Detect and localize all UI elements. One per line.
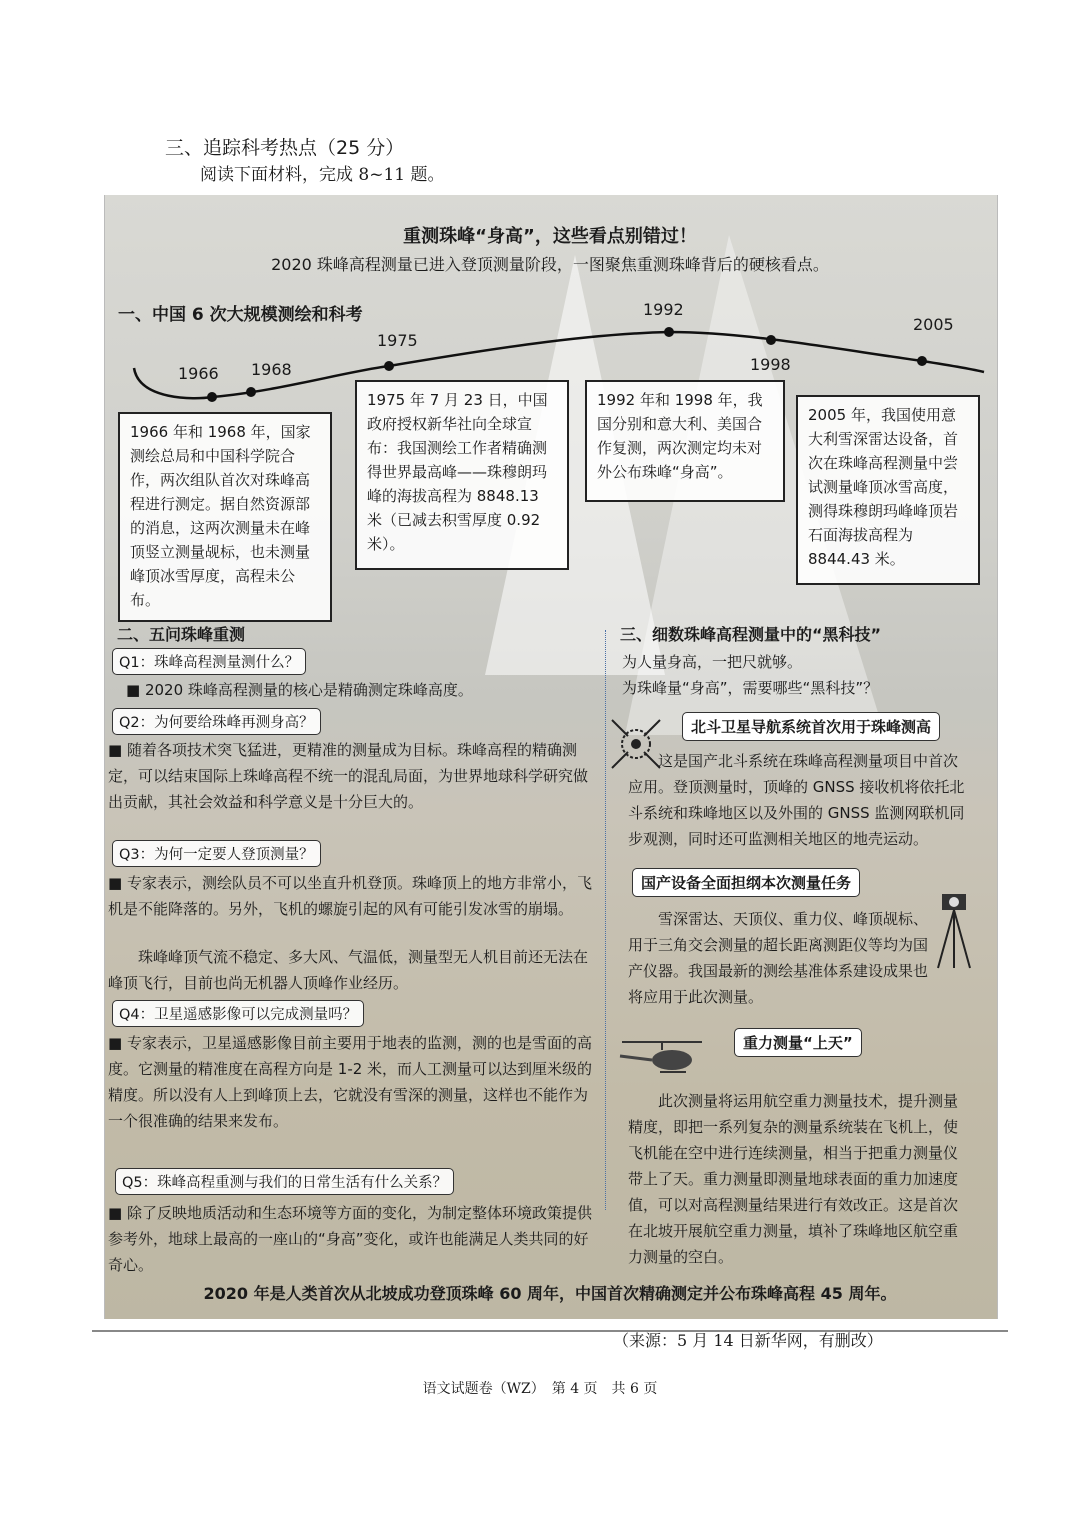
question-q3: Q3：为何一定要人登顶测量？ [112,840,321,867]
answer-q1: ■ 2020 珠峰高程测量的核心是精确测定珠峰高度。 [126,681,473,699]
part3-intro-2: 为珠峰量“身高”，需要哪些“黑科技”？ [622,679,879,697]
closing-statement: 2020 年是人类首次从北坡成功登顶珠峰 60 周年，中国首次精确测定并公布珠峰高程 45 周年。 [203,1284,897,1303]
timeline-dot-1992 [664,327,674,337]
tech-tag-gravity: 重力测量“上天” [734,1028,862,1057]
timeline-box-2005: 2005 年，我国使用意大利雪深雷达设备，首次在珠峰高程测量中尝试测量峰顶冰雪高度，测得珠穆朗玛峰峰顶岩石面海拔高程为 8844.43 米。 [796,395,980,585]
question-q2: Q2：为何要给珠峰再测身高？ [112,708,321,735]
answer-q3: ■ 专家表示，测绘队员不可以坐直升机登顶。珠峰顶上的地方非常小，飞机是不能降落的。另外，飞机的螺旋引起的风有可能引发冰雪的崩塌。 [108,874,592,918]
tech-tag-domestic: 国产设备全面担纲本次测量任务 [632,868,860,897]
timeline-dot-2005 [917,356,927,366]
helicopter-icon [612,1036,710,1078]
answer-q2: ■ 随着各项技术突飞猛进，更精准的测量成为目标。珠峰高程的精确测定，可以结束国际上珠峰高程不统一的混乱局面，为世界地球科学研究做出贡献，其社会效益和科学意义是十分巨大的。 [108,741,589,811]
question-q5: Q5：珠峰高程重测与我们的日常生活有什么关系？ [115,1168,454,1195]
timeline-box-1975: 1975 年 7 月 23 日，中国政府授权新华社向全球宣布：我国测绘工作者精确测得世界最高峰——珠穆朗玛峰的海拔高程为 8848.13 米（已减去积雪厚度 0.92 米）。 [355,380,569,570]
tech-tag-beidou: 北斗卫星导航系统首次用于珠峰测高 [682,712,940,741]
answer-q3-more: 珠峰峰顶气流不稳定、多大风、气温低，测量型无人机目前还无法在峰顶飞行，目前也尚无机器人顶峰作业经历。 [108,948,589,992]
theodolite-icon [930,880,980,970]
answer-q5: ■ 除了反映地质活动和生态环境等方面的变化，为制定整体环境政策提供参考外，地球上最高的一座山的“身高”变化，或许也能满足人类共同的好奇心。 [108,1204,592,1274]
question-q4: Q4：卫星遥感影像可以完成测量吗？ [112,1000,364,1027]
part3-heading: 三、细数珠峰高程测量中的“黑科技” [620,625,882,644]
timeline-dot-1998 [766,335,776,345]
year-label: 1992 [643,300,684,319]
timeline-box-1966: 1966 年和 1968 年，国家测绘总局和中国科学院合作，两次组队首次对珠峰高程进行测定。据自然资源部的消息，这两次测量未在峰顶竖立测量觇标，也未测量峰顶冰雪厚度，高程未公布。 [118,412,332,622]
timeline-dot-1966 [207,392,217,402]
year-label: 1966 [178,364,219,383]
year-label: 1998 [750,355,791,374]
timeline-box-1992: 1992 年和 1998 年，我国分别和意大利、美国合作复测，两次测定均未对外公布珠峰“身高”。 [585,380,785,502]
infographic-title: 重测珠峰“身高”，这些看点别错过！ [403,226,697,247]
tech-text-gravity: 此次测量将运用航空重力测量技术，提升测量精度，即把一系列复杂的测量系统装在飞机上，使飞机能在空中进行连续测量，相当于把重力测量仪带上了天。重力测量即测量地球表面的重力加速度值，可以对高程测量结果进行有效改正。这是首次在北坡开展航空重力测量，填补了珠峰地区航空重力测量的空白。 [628,1092,959,1266]
section-heading: 三、追踪科考热点（25 分） [165,137,405,159]
source-note: （来源：5 月 14 日新华网，有删改） [613,1331,883,1350]
year-label: 1968 [251,360,292,379]
part1-heading: 一、中国 6 次大规模测绘和科考 [118,305,363,325]
tech-text-domestic: 雪深雷达、天顶仪、重力仪、峰顶觇标、用于三角交会测量的超长距离测距仪等均为国产仪器。我国最新的测绘基准体系建设成果也将应用于此次测量。 [628,910,929,1006]
part2-heading: 二、五问珠峰重测 [117,625,246,644]
page-footer: 语文试题卷（WZ） 第 4 页 共 6 页 [422,1381,658,1397]
column-divider [605,630,606,1210]
instruction-text: 阅读下面材料，完成 8~11 题。 [200,165,445,185]
part3-intro-1: 为人量身高，一把尺就够。 [622,653,803,671]
timeline-dot-1975 [384,361,394,371]
year-label: 2005 [913,315,954,334]
timeline-dot-1968 [246,387,256,397]
tech-text-beidou: 这是国产北斗系统在珠峰高程测量项目中首次应用。登顶测量时，顶峰的 GNSS 接收机将依托北斗系统和珠峰地区以及外围的 GNSS 监测网联机同步观测，同时还可监测相关地区的地壳运动。 [628,752,965,848]
question-q1: Q1：珠峰高程测量测什么？ [112,648,306,675]
answer-q4: ■ 专家表示，卫星遥感影像目前主要用于地表的监测，测的也是雪面的高度。它测量的精准度在高程方向是 1-2 米，而人工测量可以达到厘米级的精度。所以没有人上到峰顶上去，它就没有雪深的测量，这样也不能作为一个很准确的结果来发布。 [108,1034,593,1130]
year-label: 1975 [377,331,418,350]
infographic-subtitle: 2020 珠峰高程测量已进入登顶测量阶段，一图聚焦重测珠峰背后的硬核看点。 [271,255,829,274]
